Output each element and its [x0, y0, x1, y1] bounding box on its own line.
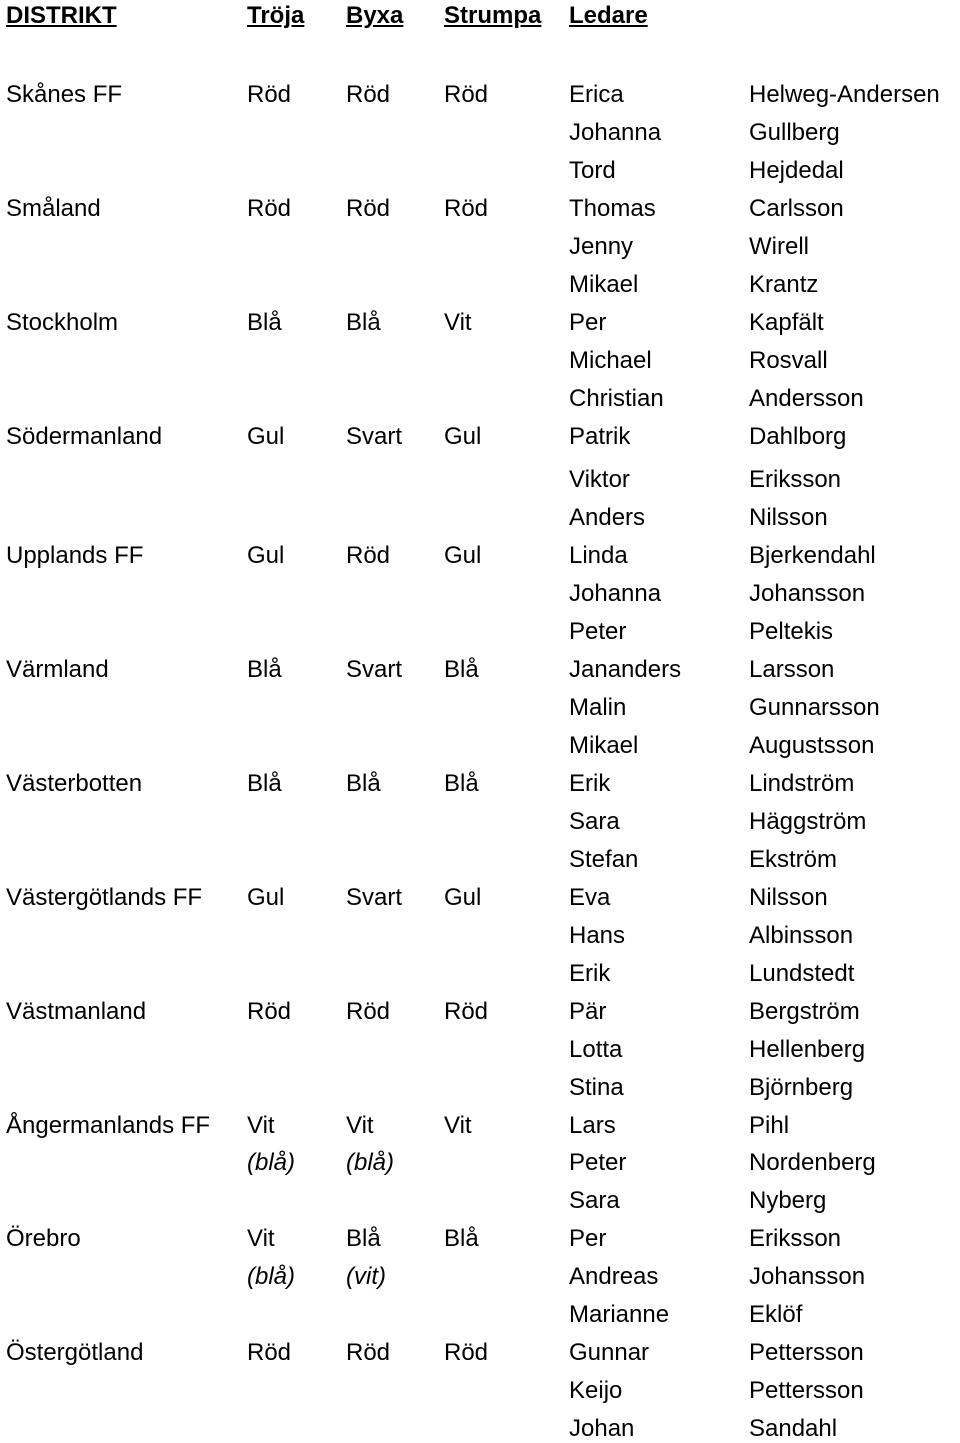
byxa-cell: Blå	[346, 770, 381, 797]
strumpa-cell: Gul	[444, 542, 482, 569]
leader-first-name: Hans	[569, 922, 626, 949]
header-byxa: Byxa	[346, 2, 404, 29]
district-cell: Stockholm	[6, 309, 119, 336]
strumpa-cell: Röd	[444, 998, 489, 1025]
strumpa-cell: Vit	[444, 309, 472, 336]
troja-cell: Vit	[247, 1225, 275, 1252]
strumpa-cell: Gul	[444, 423, 482, 450]
district-cell: Upplands FF	[6, 542, 144, 569]
leader-last-name: Gunnarsson	[749, 694, 880, 721]
leader-first-name: Stina	[569, 1074, 624, 1101]
troja-cell: Vit	[247, 1112, 275, 1139]
leader-last-name: Ekström	[749, 846, 838, 873]
leader-first-name: Erik	[569, 770, 611, 797]
strumpa-cell: Blå	[444, 770, 479, 797]
leader-last-name: Hejdedal	[749, 157, 844, 184]
leader-last-name: Kapfält	[749, 309, 824, 336]
byxa-cell: Vit	[346, 1112, 374, 1139]
district-cell: Småland	[6, 195, 101, 222]
strumpa-cell: Blå	[444, 656, 479, 683]
strumpa-cell: Röd	[444, 1339, 489, 1366]
leader-first-name: Lotta	[569, 1036, 623, 1063]
leader-last-name: Nyberg	[749, 1187, 827, 1214]
troja-cell: Blå	[247, 770, 282, 797]
leader-first-name: Malin	[569, 694, 627, 721]
leader-first-name: Linda	[569, 542, 628, 569]
leader-first-name: Peter	[569, 618, 627, 645]
leader-first-name: Per	[569, 309, 607, 336]
leader-first-name: Erica	[569, 81, 624, 108]
leader-last-name: Bjerkendahl	[749, 542, 876, 569]
leader-first-name: Johan	[569, 1415, 635, 1442]
byxa-cell: Blå	[346, 309, 381, 336]
leader-last-name: Eriksson	[749, 1225, 842, 1252]
leader-last-name: Wirell	[749, 233, 809, 260]
district-cell: Västerbotten	[6, 770, 143, 797]
leader-first-name: Gunnar	[569, 1339, 650, 1366]
strumpa-cell: Röd	[444, 81, 489, 108]
district-cell: Skånes FF	[6, 81, 123, 108]
leader-last-name: Pettersson	[749, 1339, 864, 1366]
leader-first-name: Jananders	[569, 656, 682, 683]
leader-last-name: Helweg-Andersen	[749, 81, 940, 108]
leader-last-name: Johansson	[749, 1263, 866, 1290]
byxa-cell: (vit)	[346, 1263, 386, 1290]
leader-first-name: Marianne	[569, 1301, 670, 1328]
leader-last-name: Nordenberg	[749, 1149, 876, 1176]
district-cell: Västergötlands FF	[6, 884, 203, 911]
leader-last-name: Hellenberg	[749, 1036, 866, 1063]
header-distrikt: DISTRIKT	[6, 2, 117, 29]
byxa-cell: Svart	[346, 656, 403, 683]
leader-last-name: Bergström	[749, 998, 860, 1025]
leader-first-name: Michael	[569, 347, 652, 374]
leader-last-name: Krantz	[749, 271, 819, 298]
leader-last-name: Björnberg	[749, 1074, 854, 1101]
leader-first-name: Sara	[569, 808, 620, 835]
troja-cell: Röd	[247, 1339, 292, 1366]
byxa-cell: Röd	[346, 1339, 391, 1366]
strumpa-cell: Röd	[444, 195, 489, 222]
byxa-cell: Röd	[346, 81, 391, 108]
byxa-cell: Svart	[346, 884, 403, 911]
leader-last-name: Larsson	[749, 656, 835, 683]
troja-cell: Gul	[247, 884, 285, 911]
troja-cell: (blå)	[247, 1263, 296, 1290]
leader-first-name: Eva	[569, 884, 611, 911]
leader-last-name: Pettersson	[749, 1377, 864, 1404]
leader-last-name: Dahlborg	[749, 423, 847, 450]
byxa-cell: Röd	[346, 998, 391, 1025]
leader-first-name: Viktor	[569, 466, 630, 493]
leader-last-name: Gullberg	[749, 119, 840, 146]
troja-cell: Röd	[247, 81, 292, 108]
leader-last-name: Lindström	[749, 770, 855, 797]
leader-first-name: Keijo	[569, 1377, 623, 1404]
leader-first-name: Anders	[569, 504, 646, 531]
leader-last-name: Albinsson	[749, 922, 854, 949]
district-cell: Västmanland	[6, 998, 147, 1025]
leader-last-name: Johansson	[749, 580, 866, 607]
header-troja: Tröja	[247, 2, 305, 29]
leader-first-name: Christian	[569, 385, 664, 412]
byxa-cell: (blå)	[346, 1149, 395, 1176]
byxa-cell: Svart	[346, 423, 403, 450]
leader-last-name: Häggström	[749, 808, 867, 835]
leader-last-name: Augustsson	[749, 732, 875, 759]
leader-first-name: Sara	[569, 1187, 620, 1214]
header-ledare: Ledare	[569, 2, 648, 29]
leader-first-name: Peter	[569, 1149, 627, 1176]
leader-first-name: Johanna	[569, 580, 662, 607]
leader-first-name: Mikael	[569, 271, 639, 298]
leader-first-name: Patrik	[569, 423, 631, 450]
leader-last-name: Nilsson	[749, 504, 828, 531]
leader-last-name: Andersson	[749, 385, 864, 412]
strumpa-cell: Blå	[444, 1225, 479, 1252]
troja-cell: Röd	[247, 998, 292, 1025]
strumpa-cell: Gul	[444, 884, 482, 911]
leader-last-name: Peltekis	[749, 618, 834, 645]
troja-cell: Blå	[247, 656, 282, 683]
leader-first-name: Erik	[569, 960, 611, 987]
leader-first-name: Andreas	[569, 1263, 659, 1290]
troja-cell: Blå	[247, 309, 282, 336]
strumpa-cell: Vit	[444, 1112, 472, 1139]
leader-first-name: Jenny	[569, 233, 634, 260]
byxa-cell: Röd	[346, 195, 391, 222]
troja-cell: Gul	[247, 423, 285, 450]
leader-last-name: Eriksson	[749, 466, 842, 493]
district-cell: Södermanland	[6, 423, 163, 450]
byxa-cell: Blå	[346, 1225, 381, 1252]
district-cell: Östergötland	[6, 1339, 144, 1366]
leader-first-name: Lars	[569, 1112, 616, 1139]
leader-first-name: Stefan	[569, 846, 639, 873]
leader-first-name: Johanna	[569, 119, 662, 146]
troja-cell: Gul	[247, 542, 285, 569]
leader-first-name: Thomas	[569, 195, 656, 222]
district-cell: Värmland	[6, 656, 109, 683]
leader-last-name: Sandahl	[749, 1415, 838, 1442]
district-cell: Örebro	[6, 1225, 81, 1252]
leader-last-name: Carlsson	[749, 195, 844, 222]
leader-first-name: Pär	[569, 998, 607, 1025]
district-cell: Ångermanlands FF	[6, 1112, 211, 1139]
troja-cell: (blå)	[247, 1149, 296, 1176]
leader-last-name: Lundstedt	[749, 960, 855, 987]
leader-last-name: Nilsson	[749, 884, 828, 911]
leader-last-name: Eklöf	[749, 1301, 803, 1328]
leader-first-name: Tord	[569, 157, 616, 184]
leader-last-name: Rosvall	[749, 347, 828, 374]
leader-first-name: Mikael	[569, 732, 639, 759]
byxa-cell: Röd	[346, 542, 391, 569]
troja-cell: Röd	[247, 195, 292, 222]
leader-last-name: Pihl	[749, 1112, 790, 1139]
header-strumpa: Strumpa	[444, 2, 542, 29]
leader-first-name: Per	[569, 1225, 607, 1252]
